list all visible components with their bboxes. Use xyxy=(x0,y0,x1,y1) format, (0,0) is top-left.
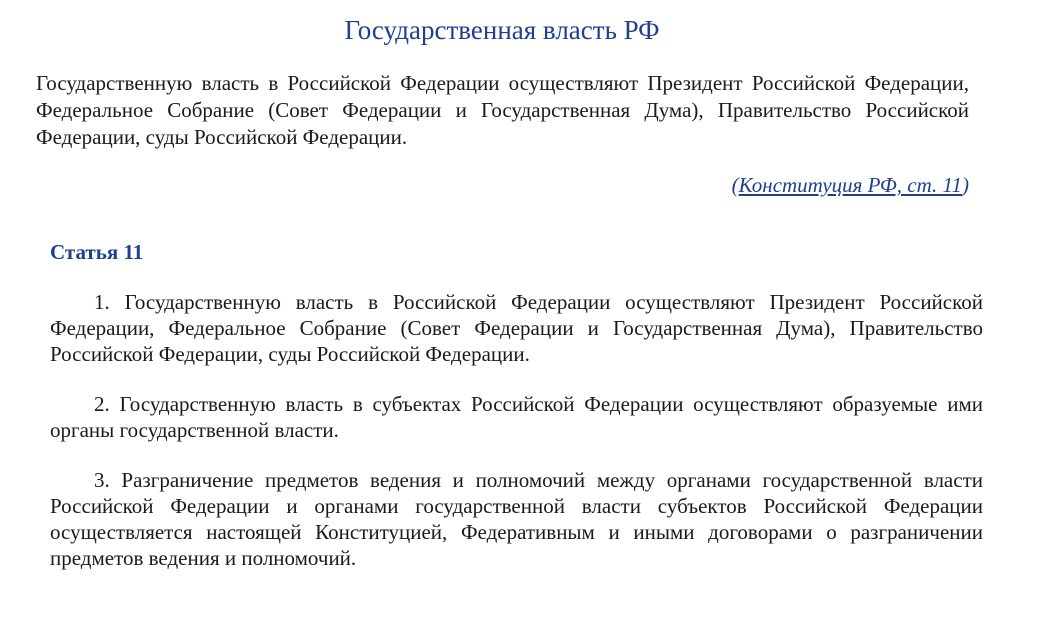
article-paragraph-1: 1. Государственную власть в Российской Федерации осуществляют Президент Российской Федерации, Федеральное Собрание (Совет Федерации и Государственная Дума), Правительство Российской Федерации, суды Российской Федерации. xyxy=(50,290,983,366)
page-title: Государственная власть РФ xyxy=(344,15,660,45)
citation-open-paren: ( xyxy=(731,173,739,197)
article-paragraph-3: 3. Разграничение предметов ведения и полномочий между органами государственной власти Российской Федерации и органами государственной власти субъектов Российской Федерации осуществляется настоящей Конституцией, Федеративным и иными договорами о разграничении предметов ведения и полномочий. xyxy=(50,468,983,570)
article-body xyxy=(50,289,983,595)
article-paragraph-2: 2. Государственную власть в субъектах Российской Федерации осуществляют образуемые ими органы государственной власти. xyxy=(50,392,983,442)
constitution-article-link[interactable]: Конституция РФ, ст. 11 xyxy=(738,173,962,197)
citation xyxy=(732,172,969,199)
article-heading: Статья 11 xyxy=(50,240,144,264)
intro-paragraph: Государственную власть в Российской Федерации осуществляют Президент Российской Федерации, Федеральное Собрание (Совет Федерации и Государственная Дума), Правительство Российской Федерации, суды Российской Федерации. xyxy=(36,71,969,149)
citation-close-paren: ) xyxy=(962,173,969,197)
